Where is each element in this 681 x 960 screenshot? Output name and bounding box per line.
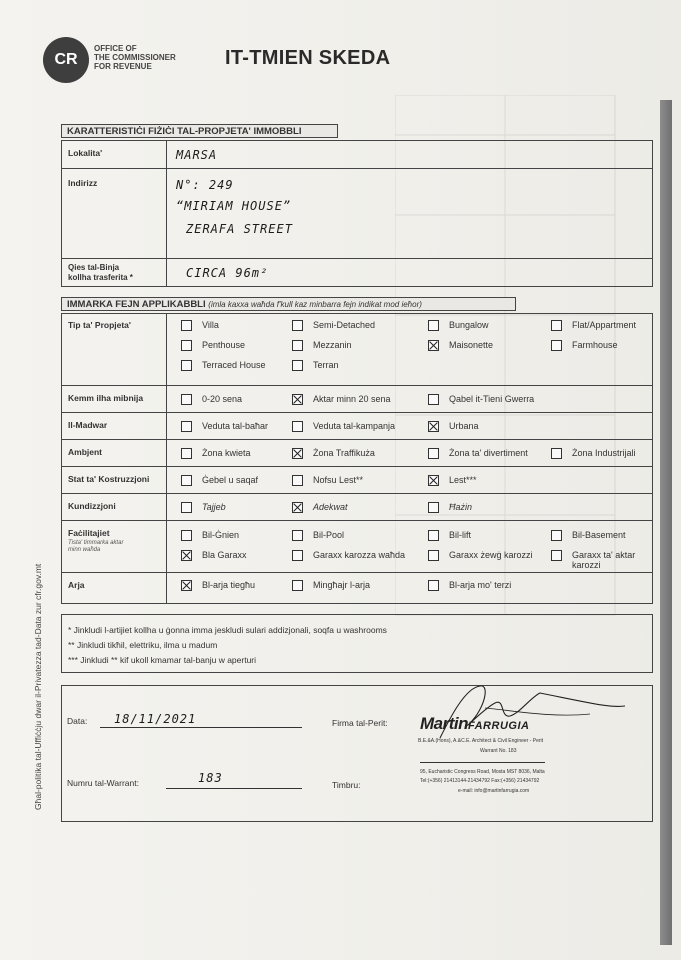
checkbox[interactable]	[428, 580, 439, 591]
option-adekwat[interactable]: Adekwat	[292, 502, 348, 513]
option-bla-garaxx[interactable]: Bla Garaxx	[181, 550, 247, 561]
indirizz-line-1[interactable]: N°: 249	[176, 178, 234, 192]
date-value[interactable]: 18/11/2021	[114, 712, 197, 726]
checkbox[interactable]	[181, 394, 192, 405]
checkbox[interactable]	[551, 320, 562, 331]
madwar-label: Il-Madwar	[68, 420, 108, 430]
checkbox[interactable]	[181, 448, 192, 459]
footnote-3: *** Jinkludi ** kif ukoll kmamar tal-banju w aperturi	[68, 655, 257, 665]
facilitajiet-label: Faċilitajiet	[68, 528, 110, 538]
checkbox[interactable]	[428, 320, 439, 331]
arja-label: Arja	[68, 580, 85, 590]
option-flat[interactable]: Flat/Appartment	[551, 320, 636, 331]
checkbox[interactable]	[181, 360, 192, 371]
timbru-label: Timbru:	[332, 780, 361, 790]
checkbox[interactable]	[551, 340, 562, 351]
option-bil-pool[interactable]: Bil-Pool	[292, 530, 344, 541]
footnote-2: ** Jinkludi tikħil, elettriku, ilma u madum	[68, 640, 218, 650]
checkbox[interactable]	[181, 320, 192, 331]
architect-stamp	[390, 678, 630, 808]
option-zona-traffikuza[interactable]: Żona Traffikuża	[292, 448, 375, 459]
warrant-value[interactable]: 183	[198, 771, 223, 785]
checkbox[interactable]	[292, 475, 303, 486]
kemm-ilha-label: Kemm ilha mibnija	[68, 393, 144, 403]
checkbox-checked[interactable]	[292, 394, 303, 405]
option-bil-lift[interactable]: Bil-lift	[428, 530, 471, 541]
section-applicable-heading: IMMARKA FEJN APPLIKABBLI (imla kaxxa waħda f'kull kaz minbarra fejn indikat mod ieħor)	[61, 297, 516, 311]
checkbox[interactable]	[292, 320, 303, 331]
firma-label: Firma tal-Perit:	[332, 718, 388, 728]
checkbox[interactable]	[292, 530, 303, 541]
form-title: IT-TMIEN SKEDA	[225, 47, 391, 69]
lokalita-label: Lokalita'	[68, 148, 103, 158]
checkbox[interactable]	[181, 340, 192, 351]
option-veduta-kampanja[interactable]: Veduta tal-kampanja	[292, 421, 395, 432]
stamp-name: MartinFARRUGIA	[420, 714, 530, 733]
kundizzjoni-label: Kundizzjoni	[68, 501, 116, 511]
cr-logo: CR	[43, 37, 89, 83]
checkbox[interactable]	[428, 530, 439, 541]
qies-value[interactable]: CIRCA 96m²	[186, 266, 269, 280]
option-hazin[interactable]: Ħażin	[428, 502, 472, 513]
option-terraced-house[interactable]: Terraced House	[181, 360, 266, 371]
checkbox[interactable]	[428, 394, 439, 405]
privacy-side-note: Għal-politika tal-Uffiċċju dwar il-Privatezza tad-Data zur cfr.gov.mt	[33, 563, 43, 810]
checkbox[interactable]	[292, 421, 303, 432]
option-nofsu-lest[interactable]: Nofsu Lest**	[292, 475, 363, 486]
stamp-line-1: B.E.&A.(Hons), A.&C.E. Architect & Civil Engineer - Perit	[418, 738, 544, 744]
stamp-line-4: Tel:(+356) 21413144-21434792 Fax:(+356) 21434792	[420, 778, 540, 784]
option-qabel-gwerra[interactable]: Qabel it-Tieni Gwerra	[428, 394, 534, 405]
stamp-line-2: Warrant No. 183	[480, 748, 517, 754]
option-zona-kwieta[interactable]: Żona kwieta	[181, 448, 251, 459]
indirizz-label: Indirizz	[68, 178, 98, 188]
checkbox-checked[interactable]	[181, 580, 192, 591]
checkbox[interactable]	[551, 448, 562, 459]
option-garaxx-zewg[interactable]: Garaxx żewġ karozzi	[428, 550, 533, 561]
lokalita-value[interactable]: MARSA	[176, 148, 218, 162]
checkbox[interactable]	[551, 530, 562, 541]
checkbox-checked[interactable]	[428, 340, 439, 351]
option-semi-detached[interactable]: Semi-Detached	[292, 320, 375, 331]
option-0-20-sena[interactable]: 0-20 sena	[181, 394, 242, 405]
option-bl-arja-tieghu[interactable]: Bl-arja tiegħu	[181, 580, 255, 591]
option-garaxx-wahda[interactable]: Garaxx karozza waħda	[292, 550, 405, 561]
checkbox[interactable]	[428, 550, 439, 561]
option-bil-basement[interactable]: Bil-Basement	[551, 530, 626, 541]
checkbox[interactable]	[181, 475, 192, 486]
tip-propjeta-label: Tip ta' Propjeta'	[68, 320, 131, 330]
stamp-line-3: 95, Eucharistic Congress Road, Mosta MST 8036, Malta	[420, 762, 545, 775]
physical-characteristics-box	[61, 140, 653, 287]
option-zona-divertiment[interactable]: Żona ta' divertiment	[428, 448, 528, 459]
footnote-1: * Jinkludi l-artijiet kollha u ġonna imma jeskludi sulari addizjonali, soqfa u washrooms	[68, 625, 387, 635]
option-aktar-20-sena[interactable]: Aktar minn 20 sena	[292, 394, 391, 405]
office-name: OFFICE OF THE COMMISSIONER FOR REVENUE	[94, 44, 176, 71]
option-villa[interactable]: Villa	[181, 320, 219, 331]
option-minghajr-arja[interactable]: Mingħajr l-arja	[292, 580, 370, 591]
checkbox[interactable]	[428, 448, 439, 459]
checkbox-checked[interactable]	[292, 502, 303, 513]
checkbox-checked[interactable]	[292, 448, 303, 459]
option-bl-arja-terzi[interactable]: Bl-arja mo' terzi	[428, 580, 511, 591]
checkbox[interactable]	[292, 360, 303, 371]
option-penthouse[interactable]: Penthouse	[181, 340, 245, 351]
stat-kostruzzjoni-label: Stat ta' Kostruzzjoni	[68, 474, 150, 484]
option-bungalow[interactable]: Bungalow	[428, 320, 489, 331]
indirizz-line-2[interactable]: “MIRIAM HOUSE”	[176, 199, 292, 213]
checkbox[interactable]	[181, 530, 192, 541]
checkbox-checked[interactable]	[428, 475, 439, 486]
qies-label: Qies tal-Binja kollha trasferita *	[68, 263, 133, 282]
checkbox-checked[interactable]	[428, 421, 439, 432]
date-label: Data:	[67, 716, 88, 726]
checkbox[interactable]	[292, 550, 303, 561]
section-physical-heading: KARATTERISTIĊI FIŻIĊI TAL-PROPJETA' IMMOBBLI	[61, 124, 338, 138]
option-maisonette[interactable]: Maisonette	[428, 340, 493, 351]
stamp-line-5: e-mail: info@martinfarrugia.com	[458, 788, 530, 794]
option-tajjeb[interactable]: Tajjeb	[181, 502, 226, 513]
option-zona-industrijali[interactable]: Żona Industrijali	[551, 448, 636, 459]
option-mezzanin[interactable]: Mezzanin	[292, 340, 352, 351]
option-farmhouse[interactable]: Farmhouse	[551, 340, 618, 351]
ambjent-label: Ambjent	[68, 447, 102, 457]
option-bil-gnien[interactable]: Bil-Ġnien	[181, 530, 239, 541]
facilitajiet-sublabel: Tista' timmarka aktar minn waħda	[68, 540, 124, 553]
checkbox[interactable]	[292, 580, 303, 591]
checkbox[interactable]	[428, 502, 439, 513]
warrant-label: Numru tal-Warrant:	[67, 778, 139, 788]
checkbox-checked[interactable]	[181, 550, 192, 561]
indirizz-line-3[interactable]: ZERAFA STREET	[186, 222, 293, 236]
option-terran[interactable]: Terran	[292, 360, 339, 371]
option-urbana[interactable]: Urbana	[428, 421, 479, 432]
checkbox[interactable]	[292, 340, 303, 351]
option-gebel-saqaf[interactable]: Ġebel u saqaf	[181, 475, 258, 486]
option-veduta-bahar[interactable]: Veduta tal-baħar	[181, 421, 268, 432]
option-lest[interactable]: Lest***	[428, 475, 477, 486]
checkbox[interactable]	[181, 421, 192, 432]
option-garaxx-aktar[interactable]: Garaxx ta' aktar karozzi	[551, 550, 651, 570]
checkbox[interactable]	[181, 502, 192, 513]
checkbox[interactable]	[551, 550, 562, 561]
scan-edge-shadow	[660, 100, 672, 945]
